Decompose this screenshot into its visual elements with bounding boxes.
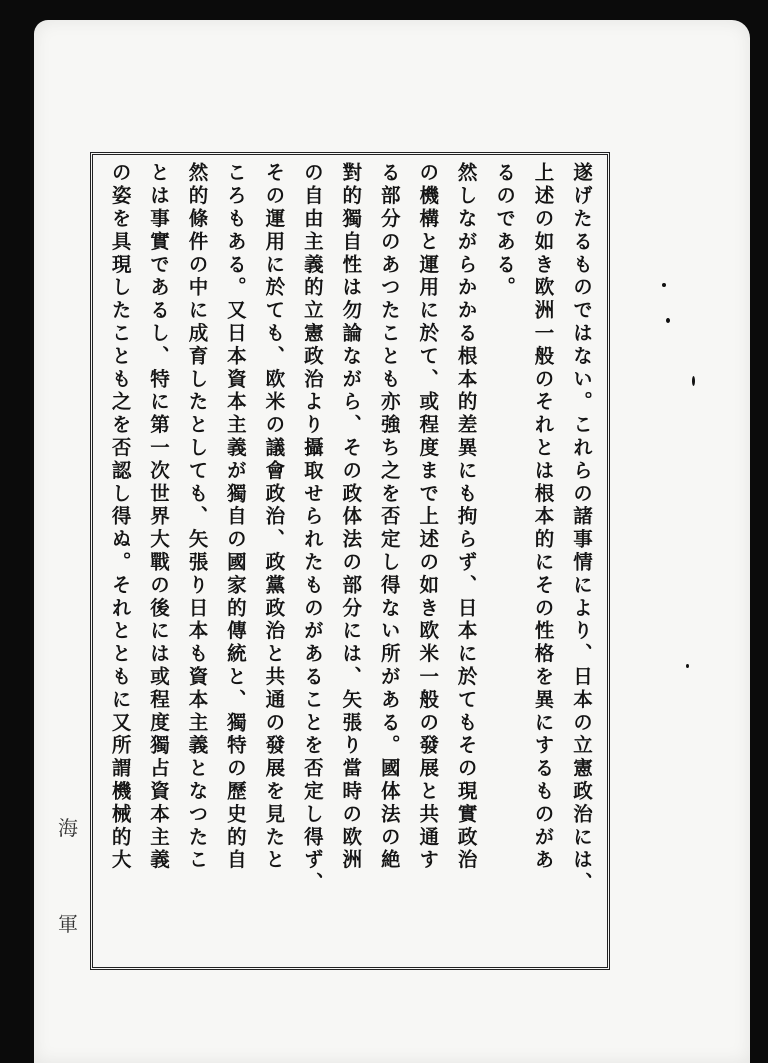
- text-column: 然的條件の中に成育したとしても、矢張り日本も資本主義となつたこ: [185, 162, 209, 872]
- margin-label-bottom: 軍: [58, 912, 78, 936]
- text-column: 遂げたるものではない。これらの諸事情により、日本の立憲政治には、: [570, 162, 593, 895]
- text-column: の機構と運用に於て、或程度まで上述の如き欧米一般の發展と共通す: [416, 162, 440, 872]
- ink-speck: [692, 376, 695, 386]
- vertical-text-block: [100, 162, 600, 962]
- ink-speck: [686, 664, 689, 668]
- text-column: るのである。: [493, 162, 517, 300]
- ink-speck: [662, 283, 666, 287]
- ink-speck: [666, 318, 670, 323]
- text-column: 上述の如き欧洲一般のそれとは根本的にその性格を異にするものがあ: [531, 162, 555, 872]
- text-column: ころもある。又日本資本主義が獨自の國家的傳統と、獨特の歷史的自: [223, 162, 247, 872]
- text-column: その運用に於ても、欧米の議會政治、政黨政治と共通の發展を見たと: [262, 162, 286, 872]
- text-column: の姿を具現したことも之を否認し得ぬ。それとともに又所謂機械的大: [108, 162, 132, 872]
- text-column: 然しながらかかる根本的差異にも拘らず、日本に於てもその現實政治: [454, 162, 478, 872]
- text-column: 對的獨自性は勿論ながら、その政体法の部分には、矢張り當時の欧洲: [339, 162, 363, 872]
- text-column: とは事實であるし、特に第一次世界大戰の後には或程度獨占資本主義: [147, 162, 171, 872]
- text-column: る部分のあつたことも亦強ち之を否定し得ない所がある。國体法の絶: [377, 162, 401, 872]
- text-column: の自由主義的立憲政治より攝取せられたものがあることを否定し得ず、: [300, 162, 324, 895]
- margin-label-top: 海: [58, 816, 78, 840]
